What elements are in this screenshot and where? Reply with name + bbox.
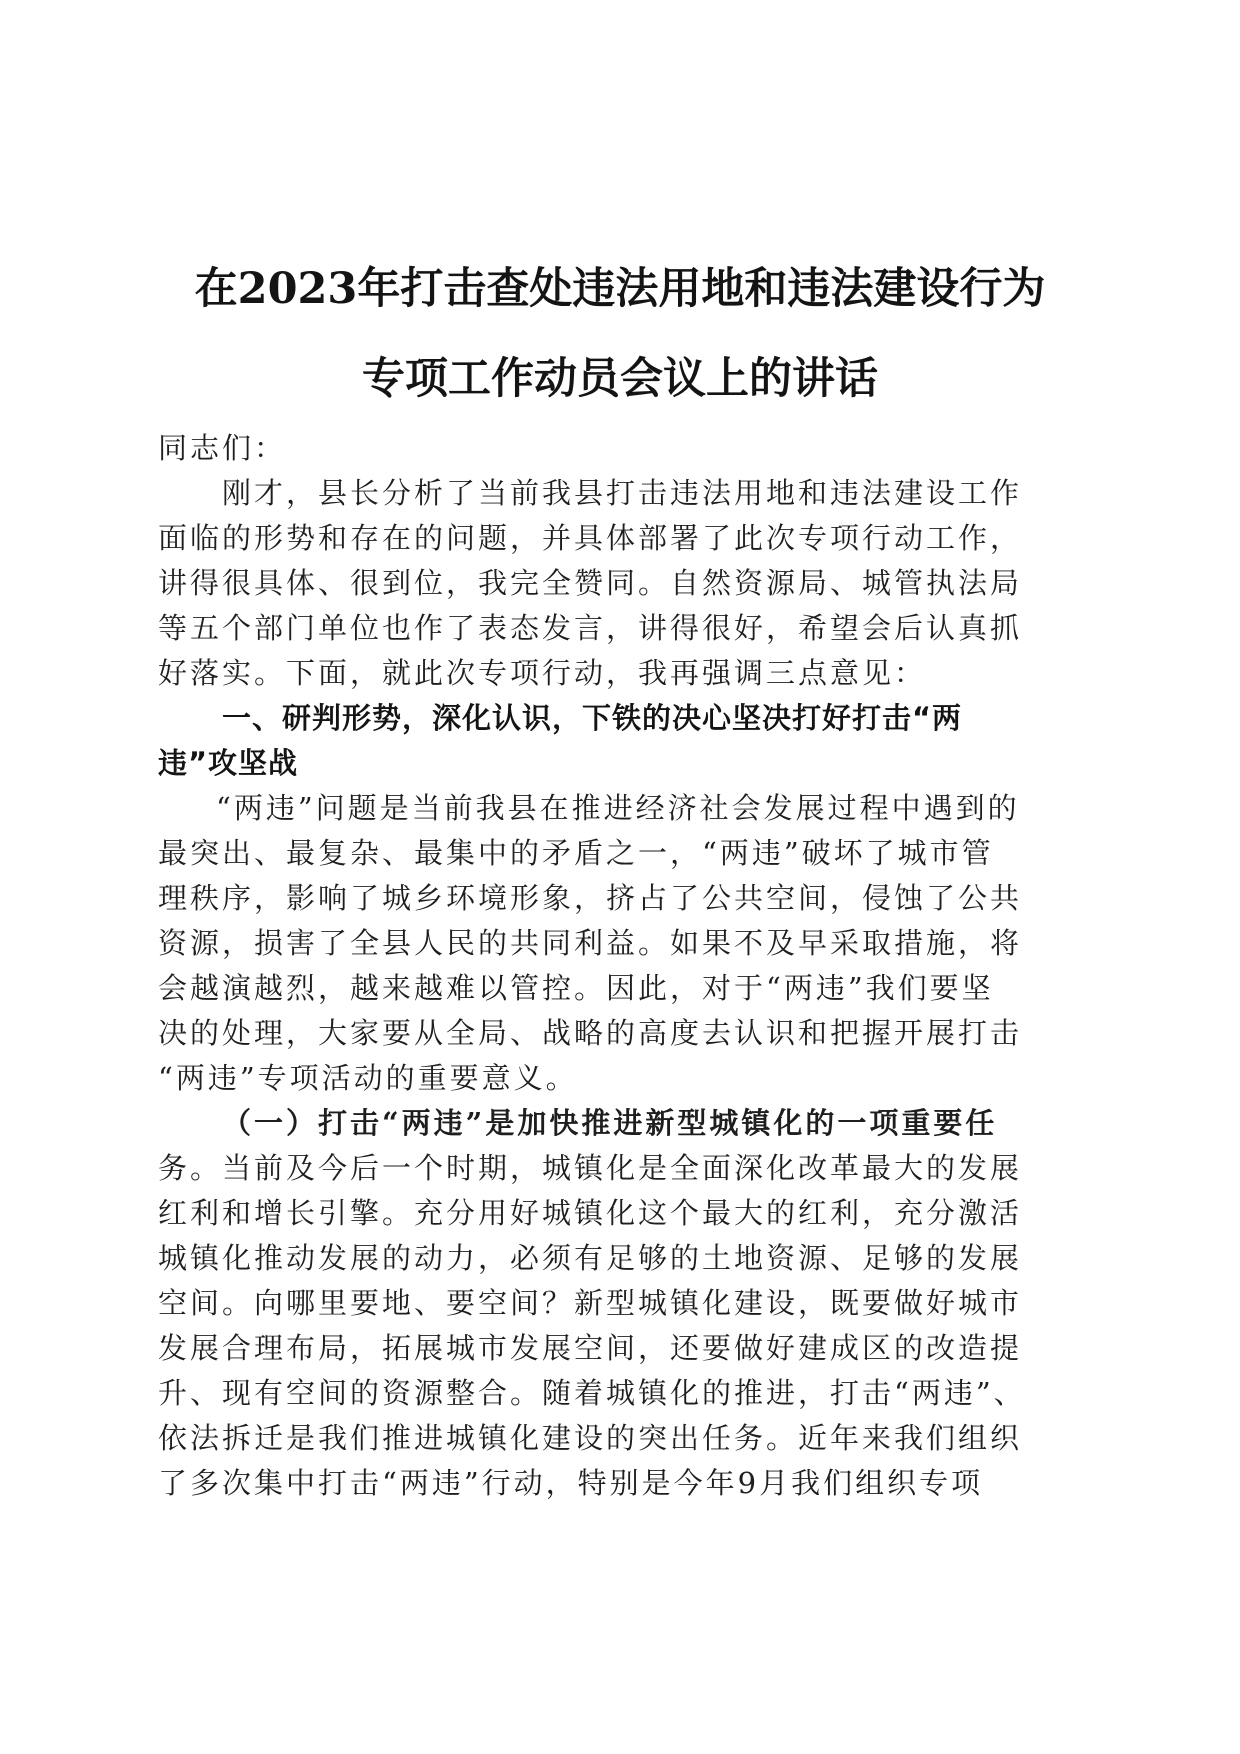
document-title-line-2: 专项工作动员会议上的讲话 (362, 354, 878, 404)
paragraph-line: 升、现有空间的资源整合。随着城镇化的推进，打击“两违”、 (158, 1376, 1026, 1410)
section-heading-line: 一、研判形势，深化认识，下铁的决心坚决打好打击“两 (222, 701, 963, 735)
paragraph-line: 会越演越烈，越来越难以管控。因此，对于“两违”我们要坚 (158, 971, 994, 1005)
paragraph-line: “两违”专项活动的重要意义。 (158, 1061, 578, 1095)
paragraph-line: 资源，损害了全县人民的共同利益。如果不及早采取措施，将 (158, 926, 1023, 960)
paragraph-line: 好落实。下面，就此次专项行动，我再强调三点意见： (158, 656, 927, 690)
paragraph-line: 刚才，县长分析了当前我县打击违法用地和违法建设工作 (222, 476, 1023, 510)
paragraph-line: 发展合理布局，拓展城市发展空间，还要做好建成区的改造提 (158, 1331, 1023, 1365)
paragraph-line: 最突出、最复杂、最集中的矛盾之一，“两违”破坏了城市管 (158, 836, 994, 870)
subsection-heading-line: （一）打击“两违”是加快推进新型城镇化的一项重要任 (222, 1106, 998, 1140)
salutation: 同志们： (158, 431, 287, 465)
document-title-line-1: 在2023年打击查处违法用地和违法建设行为 (194, 264, 1046, 314)
paragraph-line: 城镇化推动发展的动力，必须有足够的土地资源、足够的发展 (158, 1241, 1023, 1275)
paragraph-line: 务。当前及今后一个时期，城镇化是全面深化改革最大的发展 (158, 1151, 1023, 1185)
paragraph-line: 面临的形势和存在的问题，并具体部署了此次专项行动工作， (158, 521, 1023, 555)
section-heading-line: 违”攻坚战 (158, 746, 299, 780)
paragraph-line: 红利和增长引擎。充分用好城镇化这个最大的红利，充分激活 (158, 1196, 1023, 1230)
paragraph-line: “两违”问题是当前我县在推进经济社会发展过程中遇到的 (216, 791, 1020, 825)
paragraph-line: 理秩序，影响了城乡环境形象，挤占了公共空间，侵蚀了公共 (158, 881, 1023, 915)
paragraph-line: 依法拆迁是我们推进城镇化建设的突出任务。近年来我们组织 (158, 1421, 1023, 1455)
paragraph-line: 讲得很具体、很到位，我完全赞同。自然资源局、城管执法局 (158, 566, 1023, 600)
paragraph-line: 了多次集中打击“两违”行动，特别是今年9月我们组织专项 (158, 1466, 984, 1500)
paragraph-line: 等五个部门单位也作了表态发言，讲得很好，希望会后认真抓 (158, 611, 1023, 645)
paragraph-line: 决的处理，大家要从全局、战略的高度去认识和把握开展打击 (158, 1016, 1023, 1050)
document-body (158, 426, 1098, 1506)
paragraph-line: 空间。向哪里要地、要空间？新型城镇化建设，既要做好城市 (158, 1286, 1023, 1320)
